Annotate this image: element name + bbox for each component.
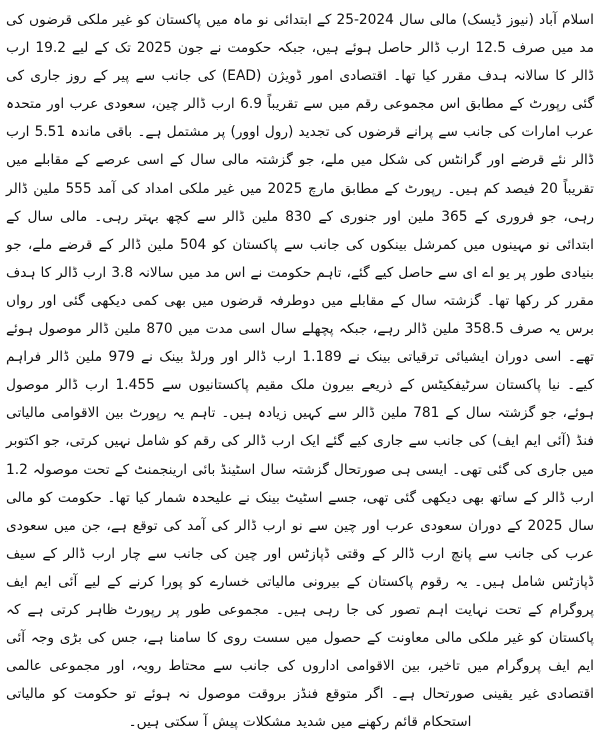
article-body-text: اسلام آباد (نیوز ڈیسک) مالی سال 2024-25 کے ابتدائی نو ماہ میں پاکستان کو غیر ملکی قرضوں کی مد میں صرف 12.5 ارب ڈالر حاصل ہوئے ہیں، جبکہ حکومت نے جون 2025 تک کے لیے 19.2 ارب ڈالر کا سالانہ ہدف مقرر کیا تھا۔ اقتصادی امور ڈویژن (EAD) کی جانب سے پیر کے روز جاری کی گئی رپورٹ کے مطابق اس مجموعی رقم میں سے تقریباً 6.9 ارب ڈالر چین، سعودی عرب اور متحدہ عرب امارات کی جانب سے پرانے قرضوں کی تجدید (رول اوور) پر مشتمل ہے۔ باقی ماندہ 5.51 ارب ڈالر نئے قرضے اور گرانٹس کی شکل میں ملے، جو گزشتہ مالی سال کے اسی عرصے کے مقابلے میں تقریباً 20 فیصد کم ہیں۔ رپورٹ کے مطابق مارچ 2025 میں غیر ملکی امداد کی آمد 555 ملین ڈالر رہی، جو فروری کے 365 ملین اور جنوری کے 830 ملین ڈالر سے کچھ بہتر رہی۔ مالی سال کے ابتدائی نو مہینوں میں کمرشل بینکوں کی جانب سے پاکستان کو 504 ملین ڈالر کے قرضے ملے، جو بنیادی طور پر یو اے ای سے حاصل کیے گئے، تاہم حکومت نے اس مد میں سالانہ 3.8 ارب ڈالر کا ہدف مقرر کر رکھا تھا۔ گزشتہ سال کے مقابلے میں دوطرفہ قرضوں میں بھی کمی دیکھی گئی اور رواں برس یہ صرف 358.5 ملین ڈالر رہے، جبکہ پچھلے سال اسی مدت میں 870 ملین ڈالر موصول ہوئے تھے۔ اسی دوران ایشیائی ترقیاتی بینک نے 1.189 ارب ڈالر اور ورلڈ بینک نے 979 ملین ڈالر فراہم کیے۔ نیا پاکستان سرٹیفکیٹس کے ذریعے بیرون ملک مقیم پاکستانیوں سے 1.455 ارب ڈالر موصول ہوئے، جو گزشتہ سال کے 781 ملین ڈالر سے کہیں زیادہ ہیں۔ تاہم یہ رپورٹ بین الاقوامی مالیاتی فنڈ (آئی ایم ایف) کی جانب سے جاری کیے گئے ایک ارب ڈالر کی رقم کو شامل نہیں کرتی، جو اکتوبر میں جاری کی گئی تھی۔ ایسی ہی صورتحال گزشتہ سال اسٹینڈ بائی ارینجمنٹ کے تحت موصولہ 1.2 ارب ڈالر کے ساتھ بھی دیکھی گئی تھی، جسے اسٹیٹ بینک نے علیحدہ شمار کیا تھا۔ حکومت کو مالی سال 2025 کے دوران سعودی عرب اور چین سے نو ارب ڈالر کی آمد کی توقع ہے، جن میں سعودی عرب کی جانب سے پانچ ارب ڈالر کے وقتی ڈپازٹس اور چین کی جانب سے چار ارب ڈالر کے سیف ڈپازٹس شامل ہیں۔ یہ رقوم پاکستان کے بیرونی مالیاتی خسارے کو پورا کرنے کے لیے آئی ایم ایف پروگرام کے تحت نہایت اہم تصور کی جا رہی ہیں۔ مجموعی طور پر رپورٹ ظاہر کرتی ہے کہ پاکستان کو غیر ملکی مالی معاونت کے حصول میں سست روی کا سامنا ہے، جس کی بڑی وجہ آئی ایم ایف پروگرام میں تاخیر، بین الاقوامی اداروں کی جانب سے محتاط رویہ، اور مجموعی عالمی اقتصادی غیر یقینی صورتحال ہے۔ اگر متوقع فنڈز بروقت موصول نہ ہوئے تو حکومت کو مالیاتی استحکام قائم رکھنے میں شدید مشکلات پیش آ سکتی ہیں۔ <box>6 12 595 731</box>
